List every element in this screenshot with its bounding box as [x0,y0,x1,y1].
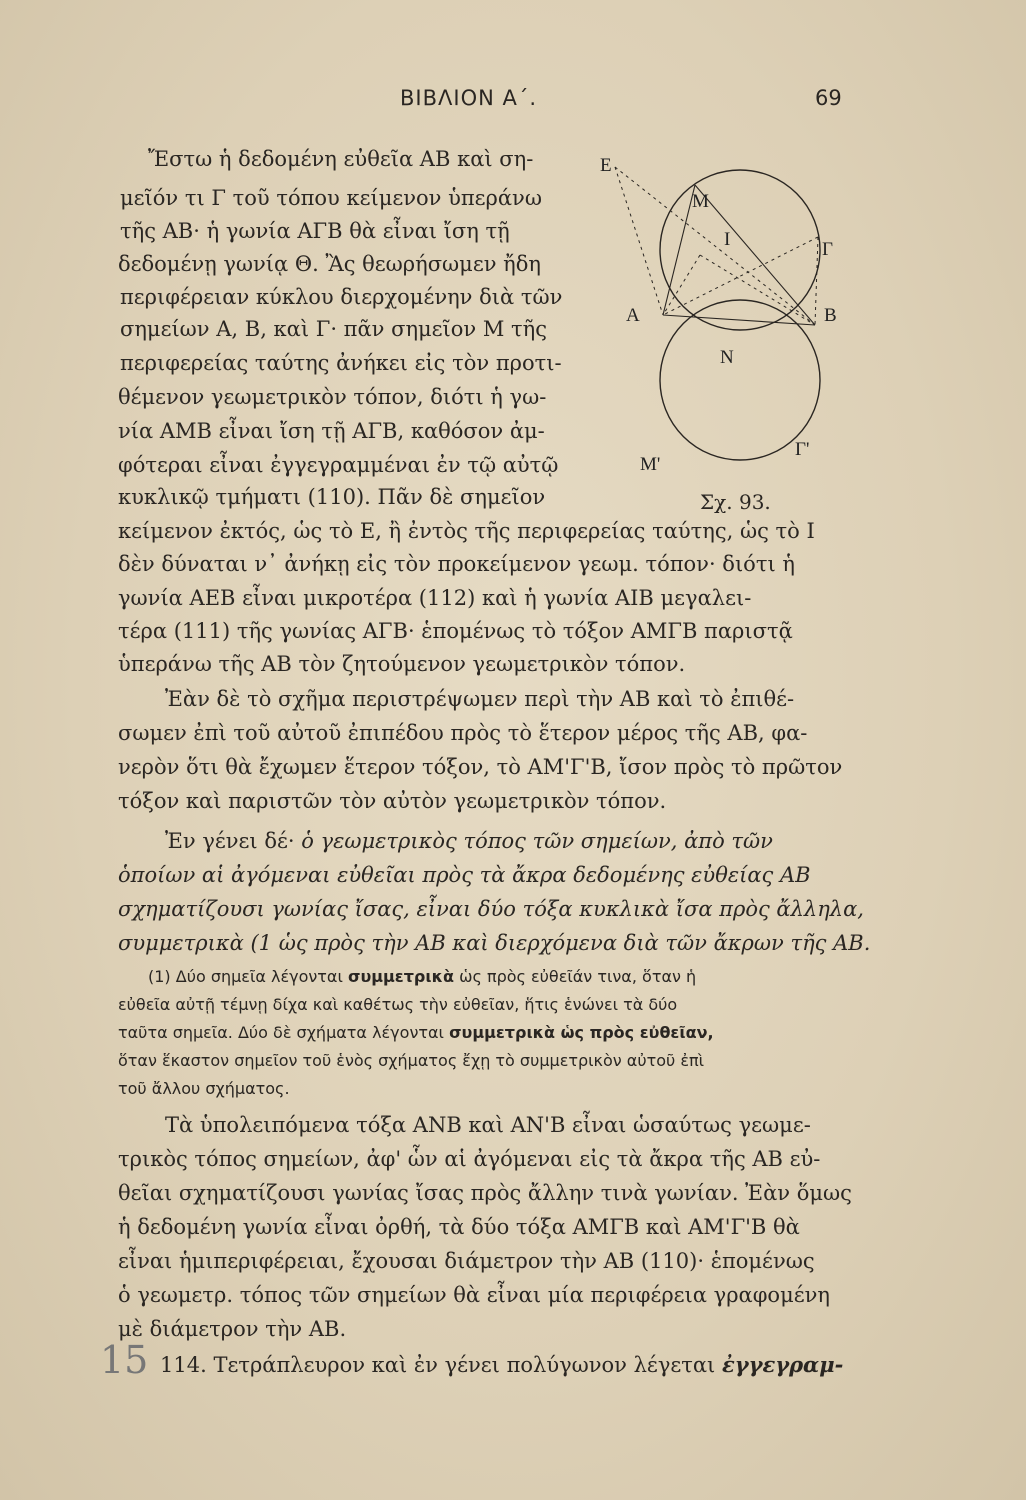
text-run: Τετράπλευρον καὶ ἐν γένει πολύγωνον λέγεται [213,1353,716,1377]
text-line-italic: συμμετρικὰ (1 ὡς πρὸς τὴν ΑΒ καὶ διερχόμενα διὰ τῶν ἄκρων τῆς ΑΒ. [118,931,871,955]
page-number: 69 [815,86,842,110]
text-run: ὡς πρὸς εὐθεῖάν τινα, ὅταν ἡ [459,967,697,986]
dashed-g-a [663,237,818,315]
running-header: ΒΙΒΛΙΟΝ Α΄. [400,86,538,110]
label-m-prime: Μ' [640,454,661,475]
label-g-prime: Γ' [795,439,810,460]
figure-caption: Σχ. 93. [700,490,771,514]
text-line: μὲ διάμετρον τὴν ΑΒ. [118,1317,347,1341]
dashed-g-b [815,237,818,325]
text-line: περιφερείας ταύτης ἀνήκει εἰς τὸν προτι- [120,351,562,375]
text-line: τόξον καὶ παριστῶν τὸν αὐτὸν γεωμετρικὸν τόπον. [118,789,667,813]
text-line: τῆς ΑΒ· ἡ γωνία ΑΓΒ θὰ εἶναι ἴση τῇ [120,219,510,243]
text-line: κυκλικῷ τμήματι (110). Πᾶν δὲ σημεῖον [118,485,546,509]
label-n: Ν [720,347,734,368]
text-line: φότεραι εἶναι ἐγγεγραμμέναι ἐν τῷ αὐτῷ [118,453,559,477]
label-m: Μ [692,191,709,212]
text-line: ὁ γεωμετρ. τόπος τῶν σημείων θὰ εἶναι μία περιφέρεια γραφομένη [118,1283,830,1307]
label-e: Ε [600,155,612,176]
text-line: δὲν δύναται ν᾽ ἀνήκῃ εἰς τὸν προκείμενον γεωμ. τόπον· διότι ἡ [118,552,795,576]
text-line: τέρα (111) τῆς γωνίας ΑΓΒ· ἑπομένως τὸ τόξον ΑΜΓΒ παριστᾷ [118,619,793,643]
dashed-e-a [615,167,663,315]
footnote-line: ὅταν ἕκαστον σημεῖον τοῦ ἑνὸς σχήματος ἔχῃ τὸ συμμετρικὸν αὐτοῦ ἐπὶ [118,1051,705,1070]
text-line: εἶναι ἡμιπεριφέρειαι, ἔχουσαι διάμετρον τὴν ΑΒ (110)· ἑπομένως [118,1249,815,1273]
dashed-i-b [700,255,815,325]
text-line: σωμεν ἐπὶ τοῦ αὐτοῦ ἐπιπέδου πρὸς τὸ ἕτερον μέρος τῆς ΑΒ, φα- [118,721,808,745]
geometry-diagram [600,145,850,515]
text-line: θεῖαι σχηματίζουσι γωνίας ἴσας πρὸς ἄλλην τινὰ γωνίαν. Ἐὰν ὅμως [118,1181,852,1205]
text-run: ταῦτα σημεῖα. Δύο δὲ σχήματα λέγονται [118,1023,444,1042]
text-line-italic: σχηματίζουσι γωνίας ἴσας, εἶναι δύο τόξα κυκλικὰ ἴσα πρὸς ἄλληλα, [118,897,864,921]
dashed-e-b [615,167,815,325]
figure-93 [600,145,850,515]
section-number: 114. [160,1353,207,1377]
text-line-italic: ὁποίων αἱ ἀγόμεναι εὐθεῖαι πρὸς τὰ ἄκρα δεδομένης εὐθείας ΑΒ [118,863,811,887]
upper-circle [660,170,820,330]
text-line: περιφέρειαν κύκλου διερχομένην διὰ τῶν [120,285,563,309]
label-g: Γ [822,239,833,260]
footnote-line: τοῦ ἄλλου σχήματος. [118,1079,290,1098]
text-run-bold: συμμετρικὰ ὡς πρὸς εὐθεῖαν, [449,1023,714,1042]
text-line: γωνία ΑΕΒ εἶναι μικροτέρα (112) καὶ ἡ γωνία ΑΙΒ μεγαλει- [118,586,752,610]
text-line: νερὸν ὅτι θὰ ἔχωμεν ἕτερον τόξον, τὸ ΑΜ'Γ'Β, ἴσον πρὸς τὸ πρῶτον [118,755,843,779]
text-line: δεδομένῃ γωνίᾳ Θ. Ἂς θεωρήσωμεν ἤδη [118,252,541,276]
text-run-italic: ἐγγεγραμ- [721,1352,844,1377]
handwritten-mark: 15 [100,1338,149,1382]
text-line: Ἐὰν δὲ τὸ σχῆμα περιστρέψωμεν περὶ τὴν ΑΒ καὶ τὸ ἐπιθέ- [165,687,795,711]
text-run: (1) Δύο σημεῖα λέγονται [148,967,343,986]
text-run-italic: ὁ γεωμετρικὸς τόπος τῶν σημείων, ἀπὸ τῶν [301,829,773,853]
text-line: σημείων Α, Β, καὶ Γ· πᾶν σημεῖον Μ τῆς [120,317,548,341]
text-run-bold: συμμετρικὰ [347,967,454,986]
label-a: Α [626,305,640,326]
label-b: Β [824,305,837,326]
text-line: ἡ δεδομένη γωνία εἶναι ὀρθή, τὰ δύο τόξα ΑΜΓΒ καὶ ΑΜ'Γ'Β θὰ [118,1215,800,1239]
line-m-a [663,185,695,315]
text-run: Ἐν γένει δέ· [165,829,295,853]
text-line: κείμενον ἐκτός, ὡς τὸ Ε, ἢ ἐντὸς τῆς περιφερείας ταύτης, ὡς τὸ Ι [118,519,815,543]
footnote-line [118,1022,714,1044]
text-line: Τὰ ὑπολειπόμενα τόξα ΑΝΒ καὶ ΑΝ'Β εἶναι ὡσαύτως γεωμε- [165,1113,811,1137]
text-line: ὑπεράνω τῆς ΑΒ τὸν ζητούμενον γεωμετρικὸν τόπον. [118,652,686,676]
footnote-line: εὐθεῖα αὐτῇ τέμνῃ δίχα καὶ καθέτως τὴν εὐθεῖαν, ἥτις ἑνώνει τὰ δύο [118,995,678,1014]
text-line: μεῖόν τι Γ τοῦ τόπου κείμενον ὑπεράνω [120,186,542,210]
text-line: Ἔστω ἡ δεδομένη εὐθεῖα ΑΒ καὶ ση- [148,147,534,171]
text-line: τρικὸς τόπος σημείων, ἀφ' ὧν αἱ ἀγόμεναι εἰς τὰ ἄκρα τῆς ΑΒ εὐ- [118,1147,821,1171]
footnote-line [148,966,696,988]
text-line: θέμενον γεωμετρικὸν τόπον, διότι ἡ γω- [118,385,547,409]
label-i: Ι [724,229,731,250]
text-line-definition-start [165,828,773,854]
text-line: νία ΑΜΒ εἶναι ἴση τῇ ΑΓΒ, καθόσον ἀμ- [118,419,545,443]
section-start-line [160,1352,843,1378]
